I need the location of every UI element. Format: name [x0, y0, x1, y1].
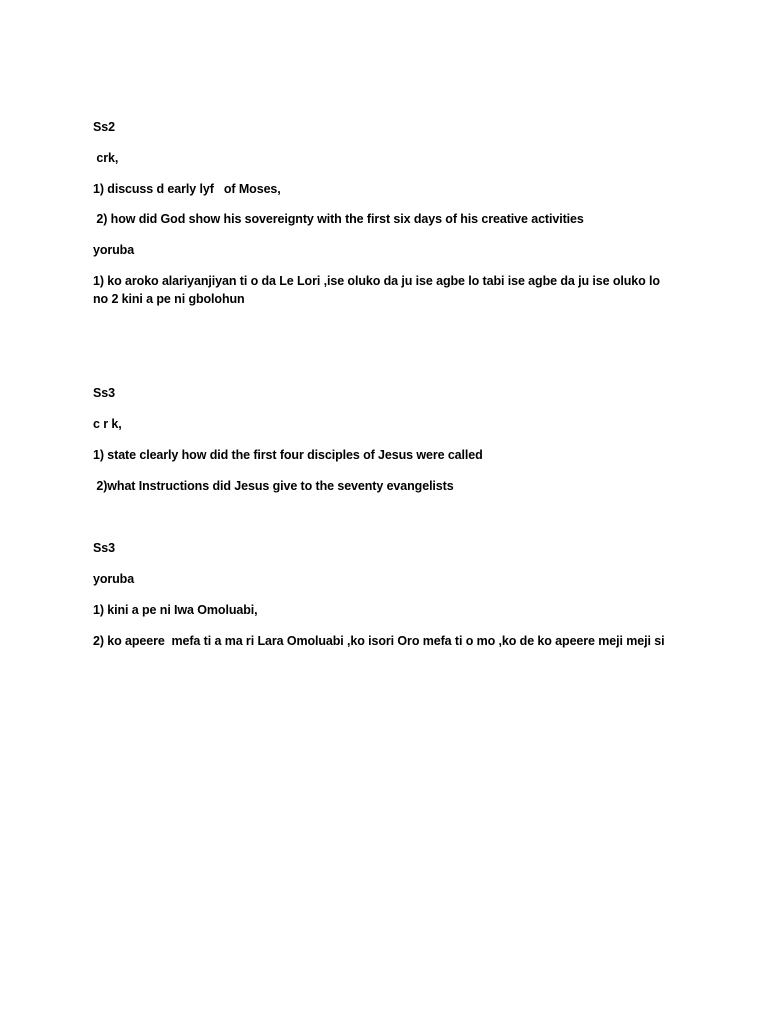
section1-question-1: 1) discuss d early lyf of Moses, [93, 182, 281, 196]
section3-question-1: 1) kini a pe ni Iwa Omoluabi, [93, 603, 258, 617]
section1-subject-yoruba: yoruba [93, 243, 135, 257]
section1-question-3: 1) ko aroko alariyanjiyan ti o da Le Lori ,ise oluko da ju ise agbe lo tabi ise agbe da ju ise oluko lo no 2 kini a pe ni gbolohun [93, 274, 664, 306]
section1-subject-crk: crk, [93, 151, 119, 165]
section3-subject-yoruba: yoruba [93, 572, 135, 586]
section2-question-1: 1) state clearly how did the first four disciples of Jesus were called [93, 448, 483, 462]
section2-question-2: 2)what Instructions did Jesus give to the seventy evangelists [93, 479, 454, 493]
section1-question-2: 2) how did God show his sovereignty with the first six days of his creative activities [93, 212, 584, 226]
section1-class-label: Ss2 [93, 120, 115, 134]
section2-class-label: Ss3 [93, 386, 115, 400]
section3-class-label: Ss3 [93, 541, 115, 555]
section2-subject-crk: c r k, [93, 417, 122, 431]
section3-question-2: 2) ko apeere mefa ti a ma ri Lara Omoluabi ,ko isori Oro mefa ti o mo ,ko de ko apeere meji meji si [93, 634, 665, 648]
